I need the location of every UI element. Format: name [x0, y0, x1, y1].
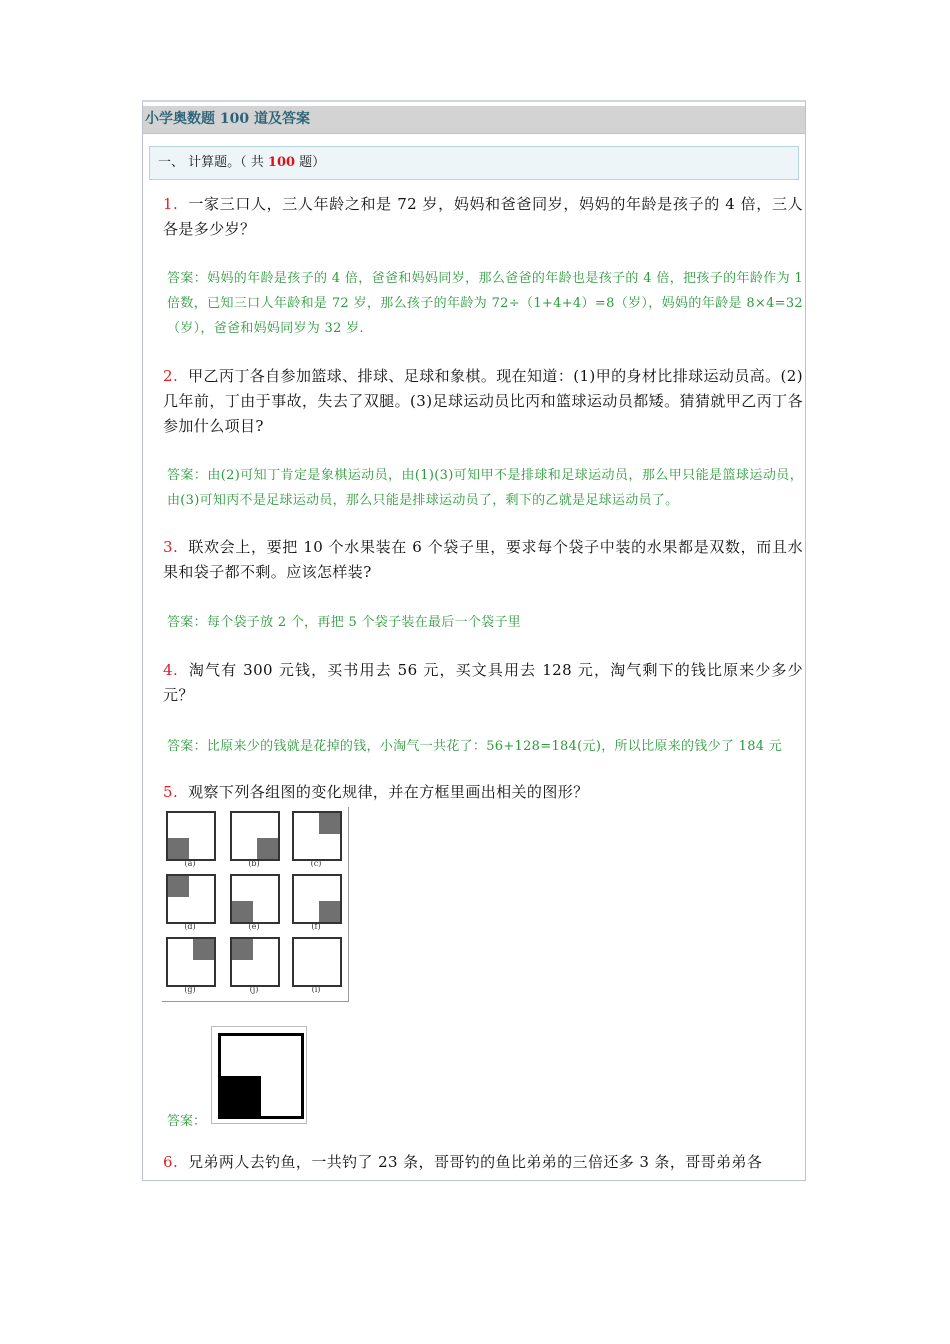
shaded-square	[232, 901, 253, 922]
answer-square	[218, 1033, 304, 1119]
answer-3: 答案：每个袋子放 2 个，再把 5 个袋子装在最后一个袋子里	[167, 615, 522, 630]
shaded-square	[232, 939, 253, 960]
pattern-label: (f)	[311, 922, 321, 931]
pattern-label: (c)	[310, 859, 322, 868]
section-header	[149, 146, 799, 180]
pattern-label: (a)	[184, 859, 196, 868]
pattern-cell-a	[166, 811, 216, 861]
question-text: 一家三口人，三人年龄之和是 72 岁，妈妈和爸爸同岁，妈妈的年龄是孩子的 4 倍，三人各是多少岁？	[163, 195, 803, 238]
pattern-cell-g	[166, 937, 216, 987]
pattern-label: (d)	[184, 922, 196, 931]
pattern-cell-e	[230, 874, 280, 924]
pattern-label: (i)	[311, 985, 321, 994]
question-1	[163, 192, 803, 242]
shaded-square	[319, 813, 340, 834]
question-6	[163, 1150, 803, 1175]
question-number: 2.	[163, 367, 179, 385]
section-suffix: 题）	[295, 155, 326, 170]
shaded-square	[257, 838, 278, 859]
question-number: 4.	[163, 661, 179, 679]
pattern-cell-b	[230, 811, 280, 861]
pattern-cell-j	[230, 937, 280, 987]
answer-2: 答案：由(2)可知丁肯定是象棋运动员，由(1)(3)可知甲不是排球和足球运动员，那么甲只能是篮球运动员，由(3)可知丙不是足球运动员，那么只能是排球运动员了，剩下的乙就是足球运动员了。	[167, 468, 803, 508]
question-text: 淘气有 300 元钱，买书用去 56 元，买文具用去 128 元，淘气剩下的钱比原来少多少元？	[163, 661, 803, 704]
section-count: 100	[267, 155, 296, 170]
document-title: 小学奥数题 100 道及答案	[143, 106, 805, 134]
question-text: 甲乙丙丁各自参加篮球、排球、足球和象棋。现在知道：(1)甲的身材比排球运动员高。(2)几年前，丁由于事故，失去了双腿。(3)足球运动员比丙和篮球运动员都矮。猜猜就甲乙丙丁各参加什么项目?	[163, 367, 803, 435]
pattern-cell-i-empty	[292, 937, 342, 987]
question-text: 联欢会上，要把 10 个水果装在 6 个袋子里，要求每个袋子中装的水果都是双数，而且水果和袋子都不剩。应该怎样装?	[163, 538, 803, 581]
answer-5-label: 答案：	[167, 1114, 207, 1129]
question-4	[163, 658, 803, 708]
shaded-square	[193, 939, 214, 960]
black-square	[221, 1076, 261, 1116]
pattern-cell-d	[166, 874, 216, 924]
pattern-cell-c	[292, 811, 342, 861]
answer-1: 答案：妈妈的年龄是孩子的 4 倍，爸爸和妈妈同岁，那么爸爸的年龄也是孩子的 4 倍，把孩子的年龄作为 1 倍数，已知三口人年龄和是 72 岁，那么孩子的年龄为 72÷（1+4+4）=8（岁），妈妈的年龄是 8×4=32（岁），爸爸和妈妈同岁为 32 岁.	[167, 271, 803, 336]
pattern-label: (g)	[184, 985, 196, 994]
question-2	[163, 364, 803, 439]
answer-4: 答案：比原来少的钱就是花掉的钱，小淘气一共花了：56+128=184(元)，所以比原来的钱少了 184 元	[167, 739, 783, 754]
document-frame	[142, 100, 806, 1181]
pattern-label: (b)	[248, 859, 260, 868]
question-number: 1.	[163, 195, 179, 213]
question-number: 6.	[163, 1153, 179, 1171]
question-number: 5.	[163, 783, 179, 801]
pattern-figure-grid	[162, 807, 349, 1002]
shaded-square	[168, 876, 189, 897]
answer-5-figure	[211, 1026, 307, 1124]
pattern-label: (j)	[249, 985, 259, 994]
pattern-label: (e)	[248, 922, 260, 931]
question-3	[163, 535, 803, 585]
shaded-square	[168, 838, 189, 859]
shaded-square	[319, 901, 340, 922]
question-text: 观察下列各组图的变化规律，并在方框里画出相关的图形？	[188, 783, 589, 801]
question-number: 3.	[163, 538, 179, 556]
section-prefix: 一、 计算题。（ 共	[158, 155, 268, 170]
question-5	[163, 780, 803, 805]
pattern-cell-f	[292, 874, 342, 924]
question-text: 兄弟两人去钓鱼，一共钓了 23 条，哥哥钓的鱼比弟弟的三倍还多 3 条，哥哥弟弟各	[188, 1153, 763, 1171]
